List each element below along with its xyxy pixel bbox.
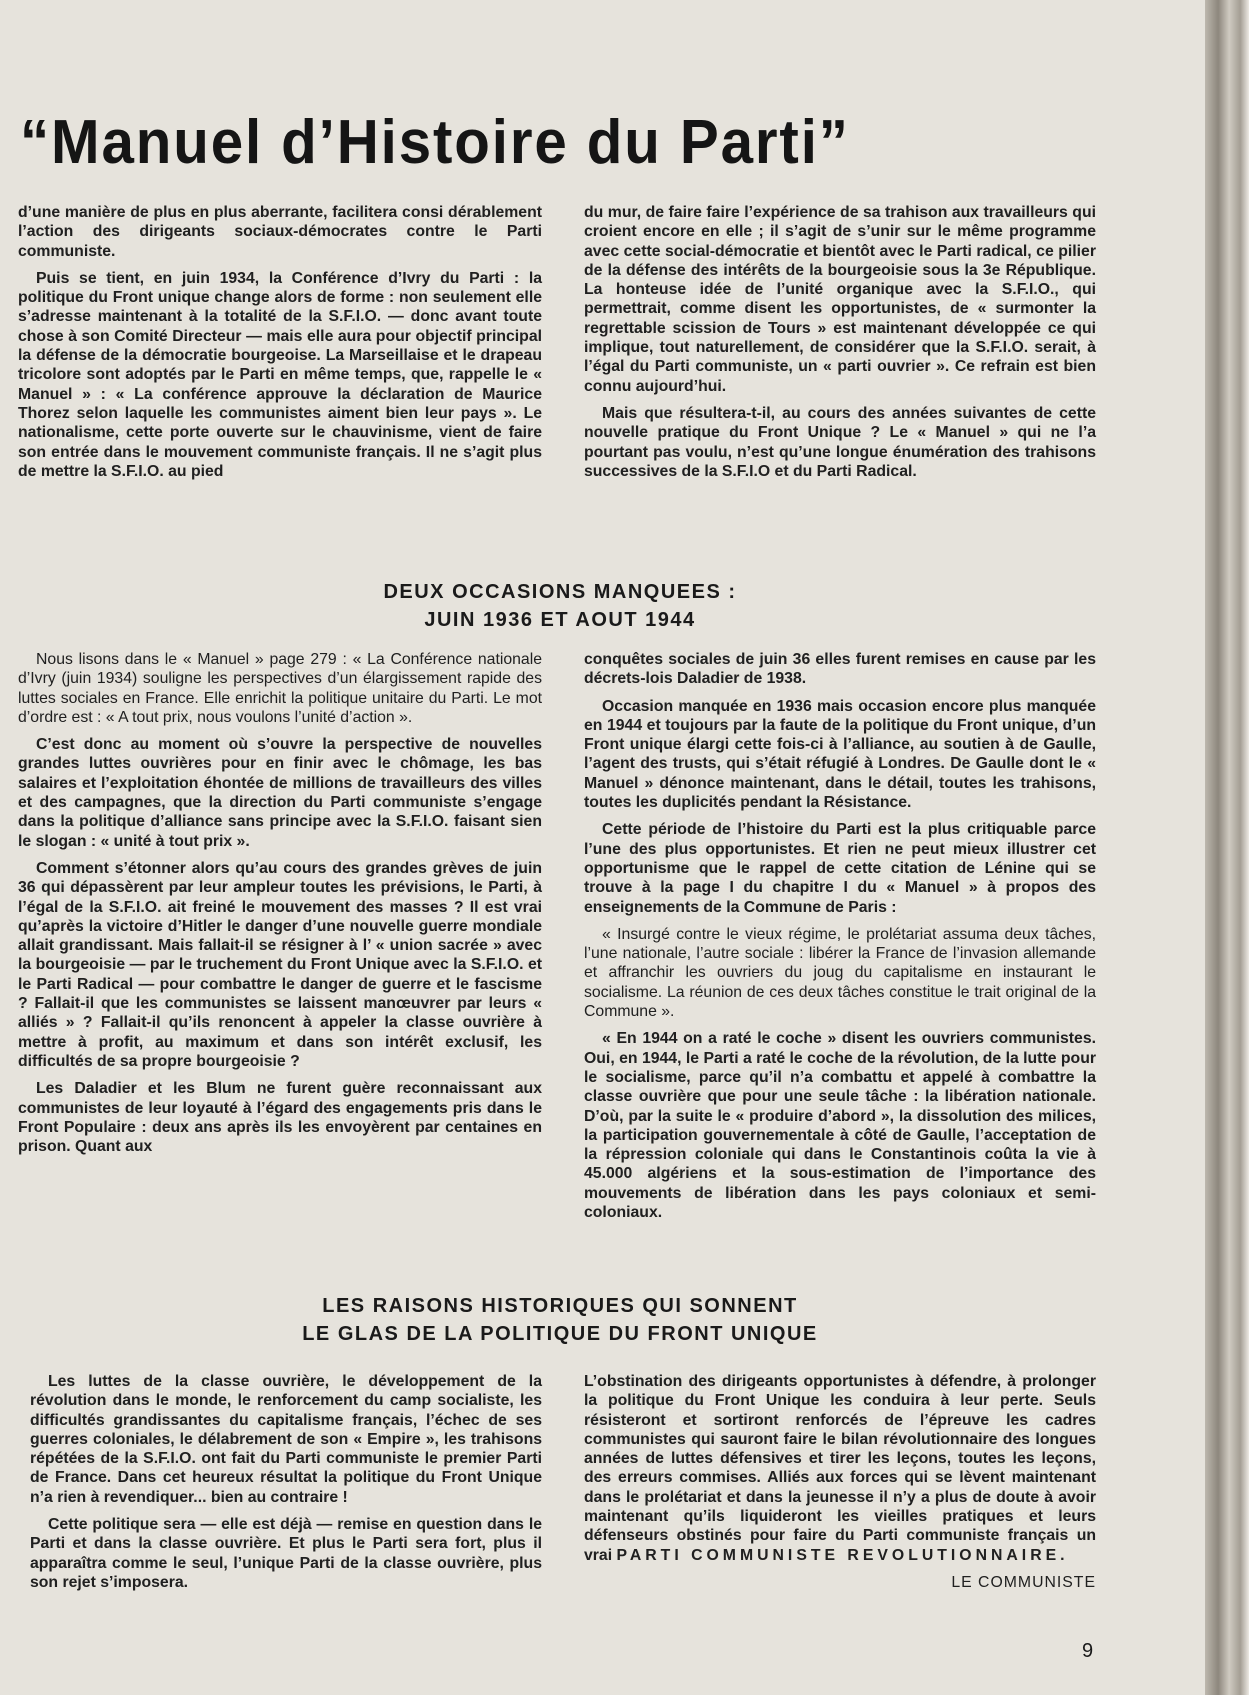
paragraph	[584, 1372, 1096, 1565]
paragraph: Nous lisons dans le « Manuel » page 279 : « La Conférence nationale d’Ivry (juin 1934) souligne les perspectives d’un élargissement rapide des luttes sociales en France. Elle enrichit la politique unitaire du Parti. Le mot d’ordre est : « A tout prix, nous voulons l’unité d’action ».	[18, 651, 542, 726]
section2-column-left	[18, 650, 542, 1164]
heading-line: LES RAISONS HISTORIQUES QUI SONNENT	[322, 1295, 798, 1317]
heading-line: JUIN 1936 ET AOUT 1944	[424, 609, 696, 631]
section-heading-raisons	[240, 1292, 880, 1348]
closing-statement: PARTI COMMUNISTE REVOLUTIONNAIRE.	[616, 1546, 1069, 1564]
page-number: 9	[1082, 1640, 1094, 1662]
heading-line: DEUX OCCASIONS MANQUEES :	[383, 581, 737, 603]
paragraph: Cette période de l’histoire du Parti est la plus critiquable parce l’une des plus opportunistes. Et rien ne peut mieux illustrer cet opportunisme que le rappel de cette citation de Lénine qui se trouve à la page I du chapitre I du « Manuel » à propos des enseignements de la Commune de Paris :	[584, 821, 1096, 916]
section1-column-left	[18, 203, 542, 489]
paragraph: du mur, de faire faire l’expérience de sa trahison aux travailleurs qui croient encore en elle ; il s’agit de s’unir sur le même programme avec cette social-démocratie et bientôt avec le Parti radical, ce pilier de la défense des intérêts de la bourgeoisie sous la 3e République. La honteuse idée de l’unité organique avec la S.F.I.O., qui permettrait, comme disent les opportunistes, de « surmonter la regrettable scission de Tours » est maintenant développée ce qui implique, tout naturellement, de considérer que la S.F.I.O. serait, à l’égal du Parti communiste, un « parti ouvrier ». Ce refrain est bien connu aujourd’hui.	[584, 204, 1096, 395]
paragraph: d’une manière de plus en plus aberrante, facilitera consi dérablement l’action des dirigeants sociaux-démocrates contre le Parti communiste.	[18, 204, 542, 260]
section2-column-right	[584, 650, 1096, 1230]
paragraph: Cette politique sera — elle est déjà — remise en question dans le Parti et dans la classe ouvrière. Et plus le Parti sera fort, plus il apparaîtra comme le seul, l’unique Parti de la classe ouvrière, plus son rejet s’imposera.	[30, 1516, 542, 1591]
section1-column-right	[584, 203, 1096, 489]
binding-spine	[1205, 0, 1249, 1695]
paragraph-text: L’obstination des dirigeants opportunistes à défendre, à prolonger la politique du Front Unique les conduira à leur perte. Seuls résisteront et sortiront renforcés de l’épreuve les cadres communistes qui sauront faire le bilan révolutionnaire des longues années de luttes défensives et tirer les leçons, toutes les leçons, des erreurs commises. Alliés aux forces qui se lèvent maintenant dans le prolétariat et dans la jeunesse il n’y a plus de doute à avoir maintenant qu’ils liquideront les vieilles pratiques et leurs défenseurs obstinés pour faire du Parti communiste français un vrai	[584, 1373, 1096, 1564]
paragraph: Comment s’étonner alors qu’au cours des grandes grèves de juin 36 qui dépassèrent par leur ampleur toutes les prévisions, le Parti, à l’égal de la S.F.I.O. ait freiné le mouvement des masses ? Il est vrai qu’après la victoire d’Hitler le danger d’une nouvelle guerre mondiale allait grandissant. Mais fallait-il se résigner à l’ « union sacrée » avec la bourgeoisie — par le truchement du Front Unique avec la S.F.I.O. et le Parti Radical — pour combattre le danger de guerre et le fascisme ? Fallait-il que les communistes se laissent manœuvrer par leurs « alliés » ? Fallait-il qu’ils renoncent à appeler la classe ouvrière à mettre à profit, au maximum et dans son intérêt exclusif, les difficultés de sa propre bourgeoisie ?	[18, 859, 542, 1070]
paragraph: C’est donc au moment où s’ouvre la perspective de nouvelles grandes luttes ouvrières pour en finir avec le chômage, les bas salaires et l’exploitation éhontée de millions de travailleurs des villes et des campagnes, que la direction du Parti communiste s’engage dans la politique d’alliance sans principe avec la S.F.I.O. faisant sien le slogan : « unité à tout prix ».	[18, 736, 542, 850]
paragraph: Occasion manquée en 1936 mais occasion encore plus manquée en 1944 et toujours par la faute de la politique du Front unique, d’un Front unique élargi cette fois-ci à l’alliance, au soutien à de Gaulle, l’agent des trusts, qui s’était réfugié à Londres. De Gaulle dont le « Manuel » dénonce maintenant, dans le détail, toutes les trahisons, toutes les duplicités pendant la Résistance.	[584, 697, 1096, 812]
heading-line: LE GLAS DE LA POLITIQUE DU FRONT UNIQUE	[302, 1323, 818, 1345]
paragraph: Les Daladier et les Blum ne furent guère reconnaissant aux communistes de leur loyauté à l’égard des engagements pris dans le Front Populaire : deux ans après ils les envoyèrent par centaines en prison. Quant aux	[18, 1080, 542, 1156]
paragraph: Puis se tient, en juin 1934, la Conférence d’Ivry du Parti : la politique du Front unique change alors de forme : non seulement elle s’adresse maintenant à la totalité de la S.F.I.O. — donc avant toute chose à son Comité Directeur — mais elle aura pour objectif principal la défense de la démocratie bourgeoise. La Marseillaise et le drapeau tricolore sont adoptés par le Parti en même temps, que, rappelle le « Manuel » : « La conférence approuve la déclaration de Maurice Thorez selon laquelle les communistes aiment bien leur pays ». Le nationalisme, cette porte ouverte sur le chauvinisme, vient de faire son entrée dans le mouvement communiste français. Il ne s’agit plus de mettre la S.F.I.O. au pied	[18, 269, 542, 480]
section3-column-left	[30, 1372, 542, 1600]
paragraph: « En 1944 on a raté le coche » disent les ouvriers communistes. Oui, en 1944, le Parti a raté le coche de la révolution, de la lutte pour le socialisme, parce qu’il n’a combattu et appelé à combattre la classe ouvrière que pour une seule tâche : la libération nationale. D’où, par la suite le « produire d’abord », la dissolution des milices, la participation gouvernementale à côté de Gaulle, l’acceptation de la répression coloniale qui dans le Constantinois coûta la vie à 45.000 algériens et la sous-estimation de l’importance des mouvements de libération dans les pays coloniaux et semi-coloniaux.	[584, 1030, 1096, 1222]
signature: LE COMMUNISTE	[951, 1573, 1096, 1591]
paragraph: Les luttes de la classe ouvrière, le développement de la révolution dans le monde, le renforcement du camp socialiste, les difficultés grandissantes du capitalisme français, l’échec de ses guerres coloniales, le délabrement de son « Empire », les trahisons répétées de la S.F.I.O. ont fait du Parti communiste le premier Parti de France. Dans cet heureux résultat la politique du Front Unique n’a rien à revendiquer... bien au contraire !	[30, 1373, 542, 1506]
paragraph: Mais que résultera-t-il, au cours des années suivantes de cette nouvelle pratique du Front Unique ? Le « Manuel » qui ne l’a pourtant pas voulu, n’est qu’une longue énumération des trahisons successives de la S.F.I.O et du Parti Radical.	[584, 404, 1096, 480]
section-heading-occasions	[300, 578, 820, 634]
article-title: “Manuel d’Histoire du Parti”	[20, 108, 850, 177]
lenin-quotation: « Insurgé contre le vieux régime, le prolétariat assuma deux tâches, l’une nationale, l’autre sociale : libérer la France de l’invasion allemande et affranchir les ouvriers du joug du capitalisme en instaurant le socialisme. La réunion de ces deux tâches constitue le trait original de la Commune ».	[584, 925, 1096, 1021]
section3-column-right	[584, 1372, 1096, 1592]
paragraph: conquêtes sociales de juin 36 elles furent remises en cause par les décrets-lois Daladier de 1938.	[584, 651, 1096, 688]
